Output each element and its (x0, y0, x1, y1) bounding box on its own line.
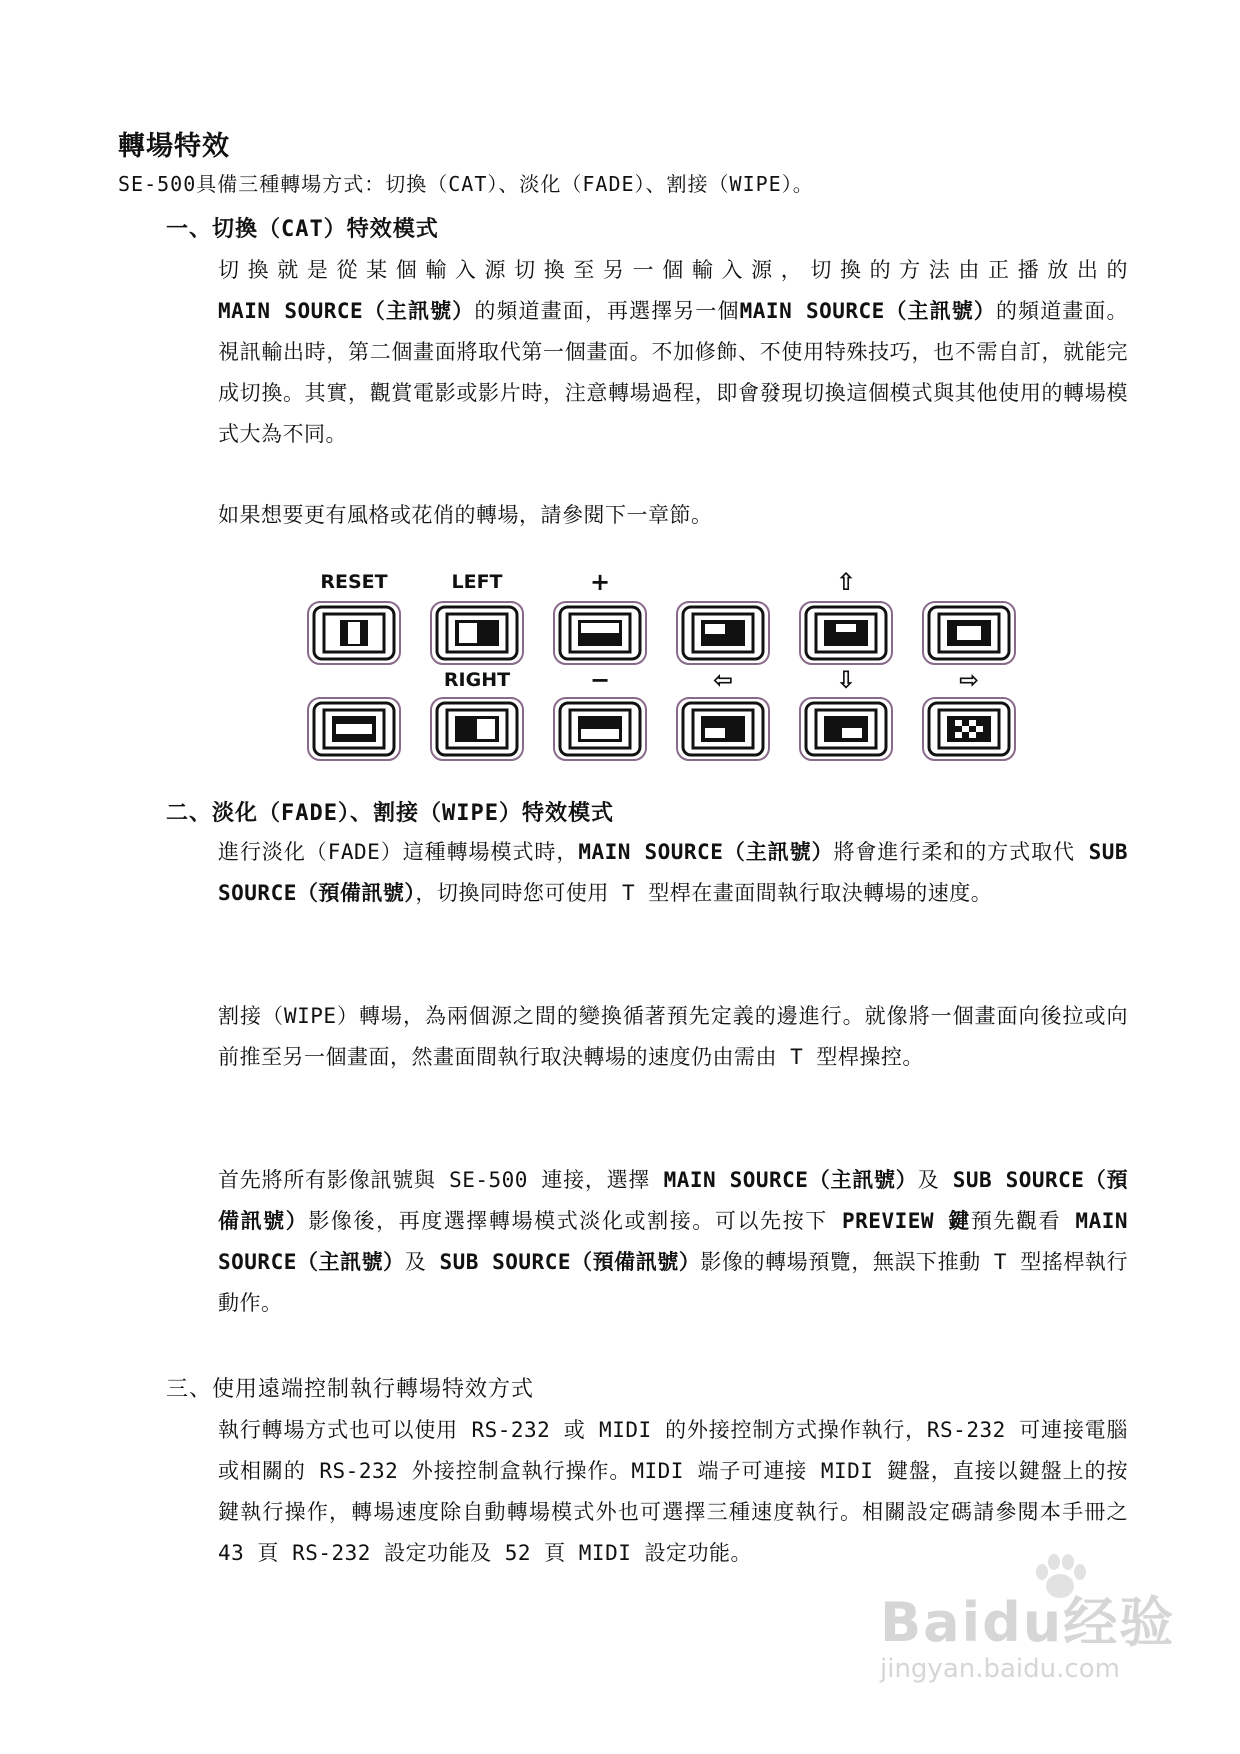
section3-paragraph1: 執行轉場方式也可以使用 RS-232 或 MIDI 的外接控制方式操作執行，RS-232 可連接電腦或相關的 RS-232 外接控制盒執行操作。MIDI 端子可連接 MIDI 鍵盤，直接以鍵盤上的按鍵執行操作，轉場速度除自動轉場模式外也可選擇三種速度執行。相關設定碼請參閱本手冊之 43 頁 RS-232 設定功能及 52 頁 MIDI 設定功能。 (218, 1418, 1128, 1565)
watermark-url: jingyan.baidu.com (880, 1654, 1120, 1684)
s2p3-strong5: SUB SOURCE（預備訊號） (439, 1250, 701, 1274)
section3-heading: 三、使用遠端控制執行轉場特效方式 (166, 1377, 535, 1402)
s2p3-strong2: SUB SOURCE（預備訊號） (218, 1168, 1128, 1233)
watermark-brand: Baidu经验 (880, 1591, 1176, 1654)
s2p3-strong3: PREVIEW 鍵 (842, 1209, 971, 1233)
label-empty-bottom-1 (304, 668, 404, 692)
label-plus: + (589, 568, 611, 596)
page-title: 轉場特效 (118, 131, 230, 162)
section1-heading: 一、切換（CAT）特效模式 (166, 217, 439, 242)
s2p3-text1: 首先將所有影像訊號與 SE-500 連接，選擇 (218, 1168, 664, 1192)
s2p1-text3: ，切換同時您可使用 T 型桿在畫面間執行取決轉場的速度。 (415, 881, 993, 905)
label-empty-top-6 (919, 570, 1019, 594)
s2p1-text2: 將會進行柔和的方式取代 (833, 840, 1089, 864)
label-left: LEFT (451, 571, 503, 593)
s2p1-strong2: SUB SOURCE（預備訊號） (218, 840, 1128, 905)
label-right-arrow: ⇨ (958, 666, 980, 694)
section2-paragraph2: 割接（WIPE）轉場，為兩個源之間的變換循著預先定義的邊進行。就像將一個畫面向後拉或向前推至另一個畫面，然畫面間執行取決轉場的速度仍由需由 T 型桿操控。 (218, 1004, 1128, 1069)
s2p1-text1: 進行淡化（FADE）這種轉場模式時， (218, 840, 579, 864)
s1p1-strong1: MAIN SOURCE（主訊號） (218, 299, 475, 323)
baidu-jingyan-watermark (880, 1580, 1210, 1700)
wipe-pattern-button-7[interactable] (306, 696, 402, 762)
label-reset: RESET (320, 571, 388, 593)
s1p1-text3: 的頻道畫面。視訊輸出時，第二個畫面將取代第一個畫面。不加修飾、不使用特殊技巧，也不需自訂，就能完成切換。其實，觀賞電影或影片時，注意轉場過程，即會發現切換這個模式與其他使用的轉場模式大為不同。 (218, 299, 1129, 446)
label-up-arrow: ⇧ (835, 568, 857, 596)
label-right: RIGHT (443, 669, 511, 691)
right-button[interactable] (429, 696, 525, 762)
s2p1-strong1: MAIN SOURCE（主訊號） (578, 840, 834, 864)
s1p1-text2: 的頻道畫面，再選擇另一個 (474, 299, 740, 323)
section1-paragraph2: 如果想要更有風格或花俏的轉場，請參閱下一章節。 (218, 503, 713, 527)
section2-paragraph3 (218, 1160, 1128, 1324)
s2p3-text6: 影像的轉場預覽，無誤下推動 T 型搖桿執行動作。 (218, 1250, 1128, 1315)
s1p1-text1: 切換就是從某個輸入源切換至另一個輸入源，切換的方法由正播放出的 (218, 258, 1128, 282)
intro-text: SE-500具備三種轉場方式：切換（CAT）、淡化（FADE）、割接（WIPE）。 (118, 172, 814, 196)
label-left-arrow: ⇦ (712, 666, 734, 694)
right-arrow-button[interactable] (921, 696, 1017, 762)
s1p1-strong2: MAIN SOURCE（主訊號） (739, 299, 996, 323)
minus-button[interactable] (552, 696, 648, 762)
left-button[interactable] (429, 600, 525, 666)
transition-button-panel (300, 570, 1020, 765)
s2p3-text3: 影像後，再度選擇轉場模式淡化或割接。可以先按下 (308, 1209, 843, 1233)
s2p3-text2: 及 (917, 1168, 953, 1192)
label-empty-top-4 (673, 570, 773, 594)
label-down-arrow: ⇩ (835, 666, 857, 694)
section1-paragraph1 (218, 250, 1128, 455)
section2-heading: 二、淡化（FADE）、割接（WIPE）特效模式 (166, 801, 614, 826)
down-arrow-button[interactable] (798, 696, 894, 762)
s2p3-strong1: MAIN SOURCE（主訊號） (663, 1168, 918, 1192)
plus-button[interactable] (552, 600, 648, 666)
label-minus: − (589, 666, 611, 694)
reset-button[interactable] (306, 600, 402, 666)
left-arrow-button[interactable] (675, 696, 771, 762)
s2p3-text4: 預先觀看 (970, 1209, 1076, 1233)
up-button[interactable] (798, 600, 894, 666)
wipe-pattern-button-4[interactable] (675, 600, 771, 666)
wipe-pattern-button-6[interactable] (921, 600, 1017, 666)
s2p3-text5: 及 (404, 1250, 440, 1274)
section2-paragraph1 (218, 832, 1128, 914)
s2p3-strong4: MAIN SOURCE（主訊號） (218, 1209, 1128, 1274)
